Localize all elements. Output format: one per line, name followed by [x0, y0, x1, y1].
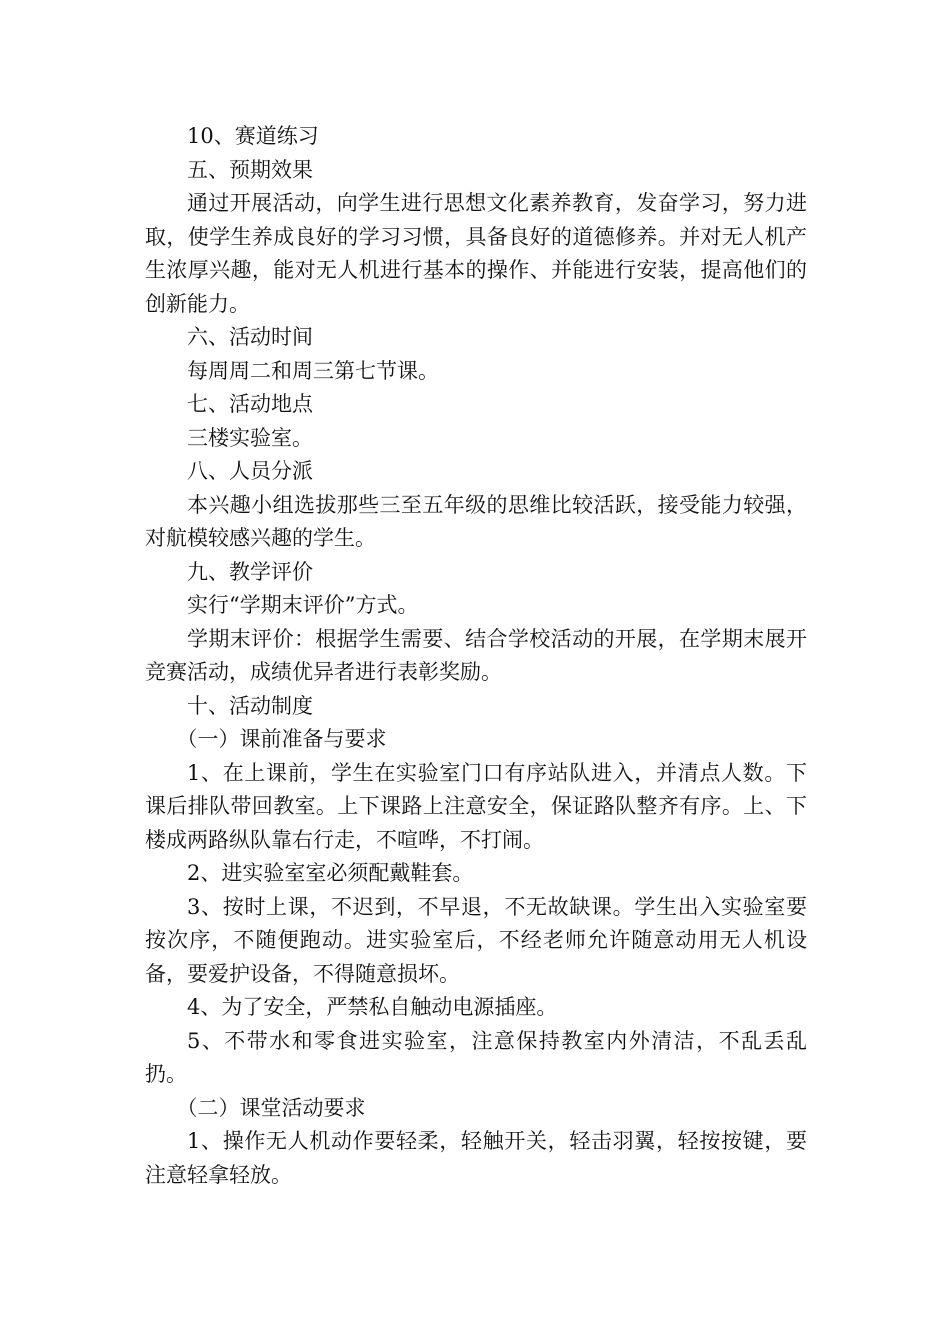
- item-10-line: 10、赛道练习: [187, 124, 319, 148]
- section-6-heading: 六、活动时间: [187, 325, 313, 349]
- section-9-paragraph-a: 实行“学期末评价”方式。: [187, 593, 419, 617]
- section-5-paragraph: 通过开展活动，向学生进行思想文化素养教育，发奋学习，努力进取，使学生养成良好的学习习惯，具备良好的道德修养。并对无人机产生浓厚兴趣，能对无人机进行基本的操作、并能进行安装，提高他们的创新能力。: [145, 191, 807, 316]
- section-6-paragraph: 每周周二和周三第七节课。: [187, 358, 439, 383]
- section-5-heading: 五、预期效果: [187, 157, 313, 182]
- classroom-rule-1-paragraph: 1、操作无人机动作要轻柔，轻触开关，轻击羽翼，轻按按键，要注意轻拿轻放。: [145, 1129, 807, 1187]
- section-9-paragraph-b: 学期末评价：根据学生需要、结合学校活动的开展，在学期末展开竞赛活动，成绩优异者进行表彰奖励。: [145, 626, 807, 684]
- section-8-paragraph: 本兴趣小组选拔那些三至五年级的思维比较活跃，接受能力较强，对航模较感兴趣的学生。: [145, 492, 807, 550]
- section-7-heading: 七、活动地点: [187, 392, 313, 416]
- section-8-heading: 八、人员分派: [187, 459, 313, 483]
- rule-3-paragraph: 3、按时上课，不迟到，不早退，不无故缺课。学生出入实验室要按次序，不随便跑动。进实验室后，不经老师允许随意动用无人机设备，要爱护设备，不得随意损坏。: [145, 894, 807, 986]
- subsection-2-heading: （二）课堂活动要求: [176, 1095, 366, 1120]
- rule-4-paragraph: 4、为了安全，严禁私自触动电源插座。: [187, 995, 558, 1019]
- rule-5-paragraph: 5、不带水和零食进实验室，注意保持教室内外清洁，不乱丢乱扔。: [145, 1028, 807, 1086]
- subsection-1-heading: （一）课前准备与要求: [176, 727, 387, 751]
- section-9-heading: 九、教学评价: [187, 559, 313, 584]
- rule-1-paragraph: 1、在上课前，学生在实验室门口有序站队进入，并清点人数。下课后排队带回教室。上下课路上注意安全，保证路队整齐有序。上、下楼成两路纵队靠右行走，不喧哗，不打闹。: [145, 760, 807, 852]
- section-10-heading: 十、活动制度: [187, 693, 313, 718]
- rule-2-paragraph: 2、进实验室室必须配戴鞋套。: [187, 861, 474, 885]
- document-page: [145, 120, 807, 1192]
- section-7-paragraph: 三楼实验室。: [187, 425, 313, 450]
